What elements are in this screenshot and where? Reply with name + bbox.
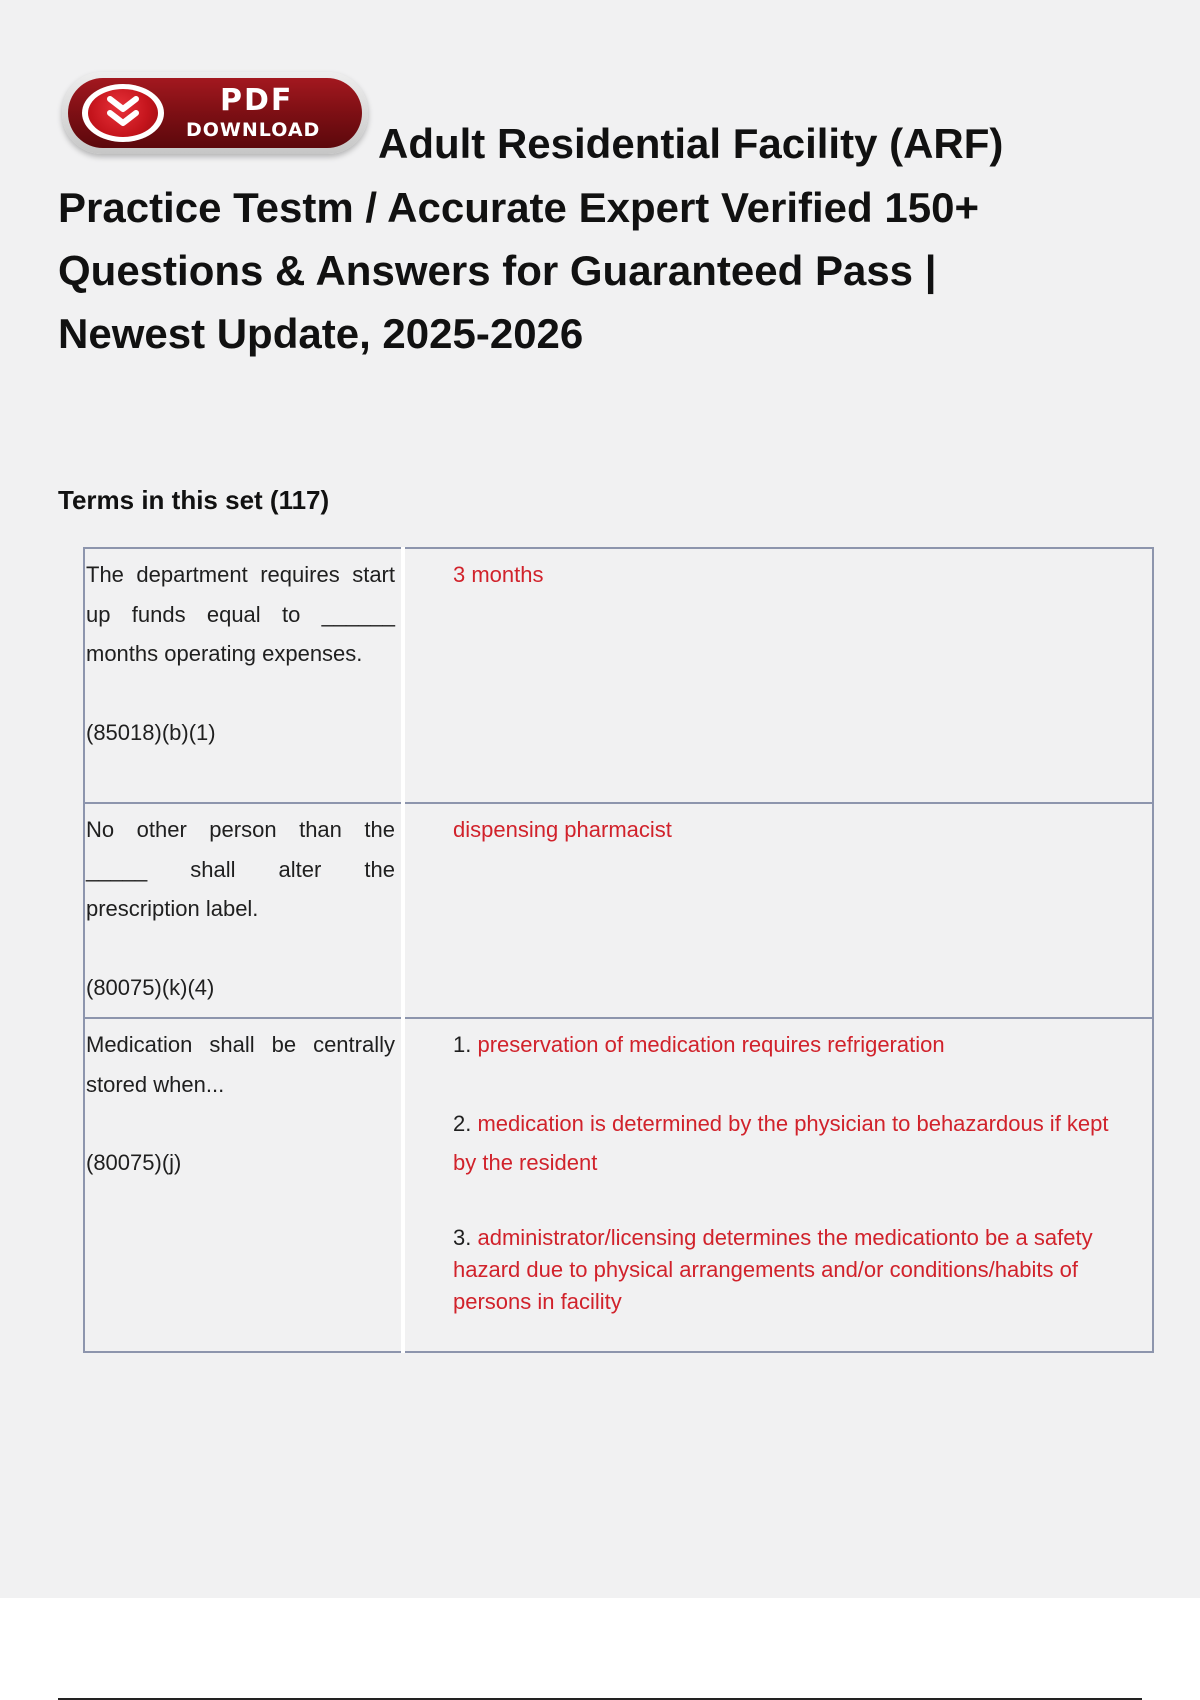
answer-item [453,1222,1112,1318]
term-reference: (85018)(b)(1) [86,719,216,745]
answer-item [453,810,1112,850]
page-title-line-1: Adult Residential Facility (ARF) [378,120,1004,167]
answer-text: dispensing pharmacist [453,817,672,842]
answer-item [453,1025,1112,1065]
answer-text: preservation of medication requires refrigeration [477,1032,945,1057]
table-row [84,548,1153,803]
badge-circle-red [88,89,158,137]
answer-number: 1. [453,1032,478,1057]
pdf-download-badge[interactable] [62,72,368,154]
term-text: No other person than the _____ shall alter the prescription label. [86,817,395,921]
badge-circle [82,84,164,142]
answer-text: administrator/licensing determines the medicationto be a safety hazard due to physical arrangements and/or conditions/habits of persons in facility [453,1224,1093,1314]
terms-heading: Terms in this set (117) [58,485,330,515]
badge-inner [68,78,362,148]
table-row [84,1018,1153,1352]
term-cell [84,1018,403,1352]
page-title-line-2: Practice Testm / Accurate Expert Verified 150+ [58,184,979,231]
term-text: Medication shall be centrally stored when... [86,1032,395,1097]
term-reference: (80075)(j) [86,1150,182,1175]
definition-cell [403,548,1153,803]
page-title-line-3: Questions & Answers for Guaranteed Pass | [58,247,937,294]
term-reference: (80075)(k)(4) [86,974,215,1000]
terms-table [83,547,1154,1353]
answer-number: 3. [453,1224,478,1250]
answer-text: medication is determined by the physician to behazardous if kept by the resident [453,1110,1109,1175]
definition-cell [403,1018,1153,1352]
table-row [84,803,1153,1018]
term-text: The department requires start up funds equal to ______ months operating expenses. [86,562,395,666]
term-cell [84,548,403,803]
badge-pdf-text: PDF [220,83,294,118]
definition-cell [403,803,1153,1018]
chevron-down-double-icon [107,95,139,131]
badge-download-text: DOWNLOAD [186,119,321,141]
answer-item [453,1104,1112,1183]
page-title-line-4: Newest Update, 2025-2026 [58,310,584,357]
answer-item [453,555,1112,595]
answer-number: 2. [453,1110,478,1136]
term-cell [84,803,403,1018]
answer-text: 3 months [453,562,544,587]
